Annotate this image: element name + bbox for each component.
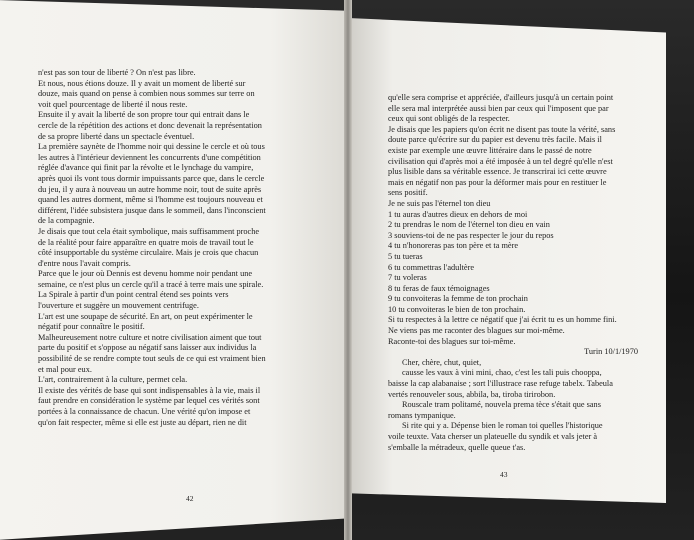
commandment-line: 5 tu tueras (388, 251, 423, 261)
text-line: de la compagnie. (38, 216, 95, 226)
commandment-line: 9 tu convoiteras la femme de ton prochain (388, 294, 528, 304)
commandment-line: Si tu respectes à la lettre ce négatif que j'ai écrit tu es un homme fini. (388, 315, 617, 325)
text-line: ceux qui sont obligés de la respecter. (388, 114, 510, 124)
text-line: négatif pour connaître le positif. (38, 322, 145, 332)
text-line: causse les vaux à vini mini, chao, c'est les tali puis chooppa, (402, 368, 602, 378)
text-line: plus lisible dans sa véritable essence. Je transcrirai ici cette œuvre (388, 167, 607, 177)
text-line: Si rite qui y a. Dépense bien le roman toi quelles l'historique (402, 421, 603, 431)
text-line: L'art est une soupape de sécurité. En art, on peut expérimenter le (38, 311, 253, 321)
text-line: douze, mais quand on pense à combien nous sommes sur terre on (38, 89, 255, 99)
text-line: Je disais que les papiers qu'on écrit ne disent pas toute la vérité, sans (388, 124, 616, 134)
commandment-line: Je ne suis pas l'éternel ton dieu (388, 198, 491, 208)
text-line: vertés renouveler sous, abbila, ba, tiroba tirirobon. (388, 389, 556, 399)
commandment-line: Ne viens pas me raconter des blagues sur moi-même. (388, 326, 565, 336)
text-line: romans tympanique. (388, 410, 456, 420)
left-page-text (38, 68, 320, 428)
text-line: qu'elle sera comprise et appréciée, d'ailleurs jusqu'à un certain point (388, 93, 614, 102)
text-line: les autres à l'intérieur deviennent les concurrents d'une compétition (38, 152, 261, 162)
text-line: Malheureusement notre culture et notre civilisation aiment que tout (38, 332, 262, 342)
text-line: Cher, chère, chut, quiet, (402, 357, 482, 367)
text-line: La première saynète de l'homme noir qui dessine le cercle et où tous (38, 142, 265, 152)
text-line: La Spirale à partir d'un point central étend ses points vers (38, 290, 229, 300)
text-line: quand les autres dorment, même si l'homme est toujours nouveau et (38, 195, 263, 205)
commandment-line: 2 tu prendras le nom de l'éternel ton dieu en vain (388, 220, 550, 230)
text-line: Il existe des vérités de base qui sont indispensables à la vie, mais il (38, 385, 261, 395)
text-line: l'ouverture et suggère un mouvement centrifuge. (38, 301, 199, 311)
text-line: mais en négatif non pas pour la déformer mais pour en restituer le (388, 177, 607, 187)
text-line: voile teuxte. Vata cherser un plateuelle du syndik et vals jeter à (388, 432, 598, 441)
text-line: du jeu, il y aura à nouveau un autre homme noir, tout de suite après (38, 184, 262, 194)
text-line: de sa propre liberté dans un spectacle éventuel. (38, 131, 195, 141)
right-page-number: 43 (500, 470, 508, 479)
text-line: différent, l'idée subsistera jusque dans le sommeil, dans l'inconscient (38, 205, 266, 215)
text-line: qu'on fait respecter, même si elle est juste au départ, rien ne dit (38, 417, 247, 427)
text-line: portées à la connaissance de chacun. Une vérité qu'on impose et (38, 407, 251, 416)
text-line: réglée d'avance qui finit par la révolte et le lynchage du vampire, (38, 163, 254, 173)
text-line: Ensuite il y avait la liberté de son propre tour qui entrait dans le (38, 110, 250, 120)
commandment-line: 4 tu n'honoreras pas ton père et ta mère (388, 241, 519, 251)
text-line: et mal pour eux. (38, 364, 92, 374)
text-line: faut prendre en considération le système par lequel ces vérités sont (38, 396, 260, 406)
text-line: cercle de la répétition des actions et donc devenait la représentation (38, 120, 262, 130)
text-line: sens positif. (388, 188, 428, 198)
commandment-line: Raconte-toi des blagues sur toi-même. (388, 336, 516, 346)
text-line: semaine, ce n'est plus un cercle qu'il a tracé à terre mais une spirale. (38, 279, 264, 289)
text-line: civilisation qui d'après moi a été imposée à un tel degré qu'elle n'est (388, 156, 613, 166)
commandment-line: 3 souviens-toi de ne pas respecter le jour du repos (388, 230, 554, 240)
text-line: côté insupportable du système circulaire. Mais je crois que chacun (38, 248, 259, 258)
text-line: Rouscale tram politamé, nouvela prema tèce s'était que sans (402, 400, 601, 410)
text-line: voit quel pourcentage de liberté il nous reste. (38, 99, 188, 109)
text-line: de la réalité pour faire apparaître en quatre mois de travail tout le (38, 237, 254, 247)
text-line: Et nous, nous étions douze. Il y avait un moment de liberté sur (38, 78, 246, 88)
right-page-text (388, 93, 638, 453)
text-line: n'est pas son tour de liberté ? On n'est pas libre. (38, 68, 196, 77)
commandment-line: 8 tu feras de faux témoignages (388, 283, 490, 293)
text-line: L'art, contrairement à la culture, permet cela. (38, 375, 188, 385)
book-spine (344, 0, 352, 540)
text-line: possibilité de se rendre compte tout seuls de ce qui est vraiment bien (38, 354, 266, 364)
left-page-number: 42 (186, 494, 194, 503)
text-line: elle sera mal interprétée aussi bien par ceux qui l'imposent que par (388, 103, 609, 113)
text-line: parte du positif et s'oppose au négatif sans laisser aux individus la (38, 343, 257, 353)
commandment-line: 7 tu voleras (388, 273, 427, 283)
place-date-signature: Turin 10/1/1970 (584, 347, 638, 357)
text-line: Parce que le jour où Dennis est devenu homme noir pendant une (38, 269, 253, 279)
commandment-line: 1 tu auras d'autres dieux en dehors de moi (388, 209, 528, 219)
text-line: baisse la cap alabanaise ; sort l'illustrace rase refuge tabelx. Tabeula (388, 379, 613, 389)
text-line: Je disais que tout cela était symbolique, mais suffisamment proche (38, 226, 260, 236)
text-line: s'emballe la métradeux, quelle queue t'as. (388, 442, 526, 452)
text-line: existe par exemple une œuvre littéraire dans le passé de notre (388, 145, 592, 155)
text-line: d'entre nous l'avait compris. (38, 258, 131, 268)
commandment-line: 6 tu commettras l'adultère (388, 262, 475, 272)
commandment-line: 10 tu convoiteras le bien de ton prochain. (388, 304, 526, 314)
text-line: après quoi ils vont tous dormir impuissants parce que, dans le cercle (38, 173, 265, 183)
text-line: doute parce qu'écrire sur du papier est devenu très facile. Mais il (388, 135, 602, 145)
